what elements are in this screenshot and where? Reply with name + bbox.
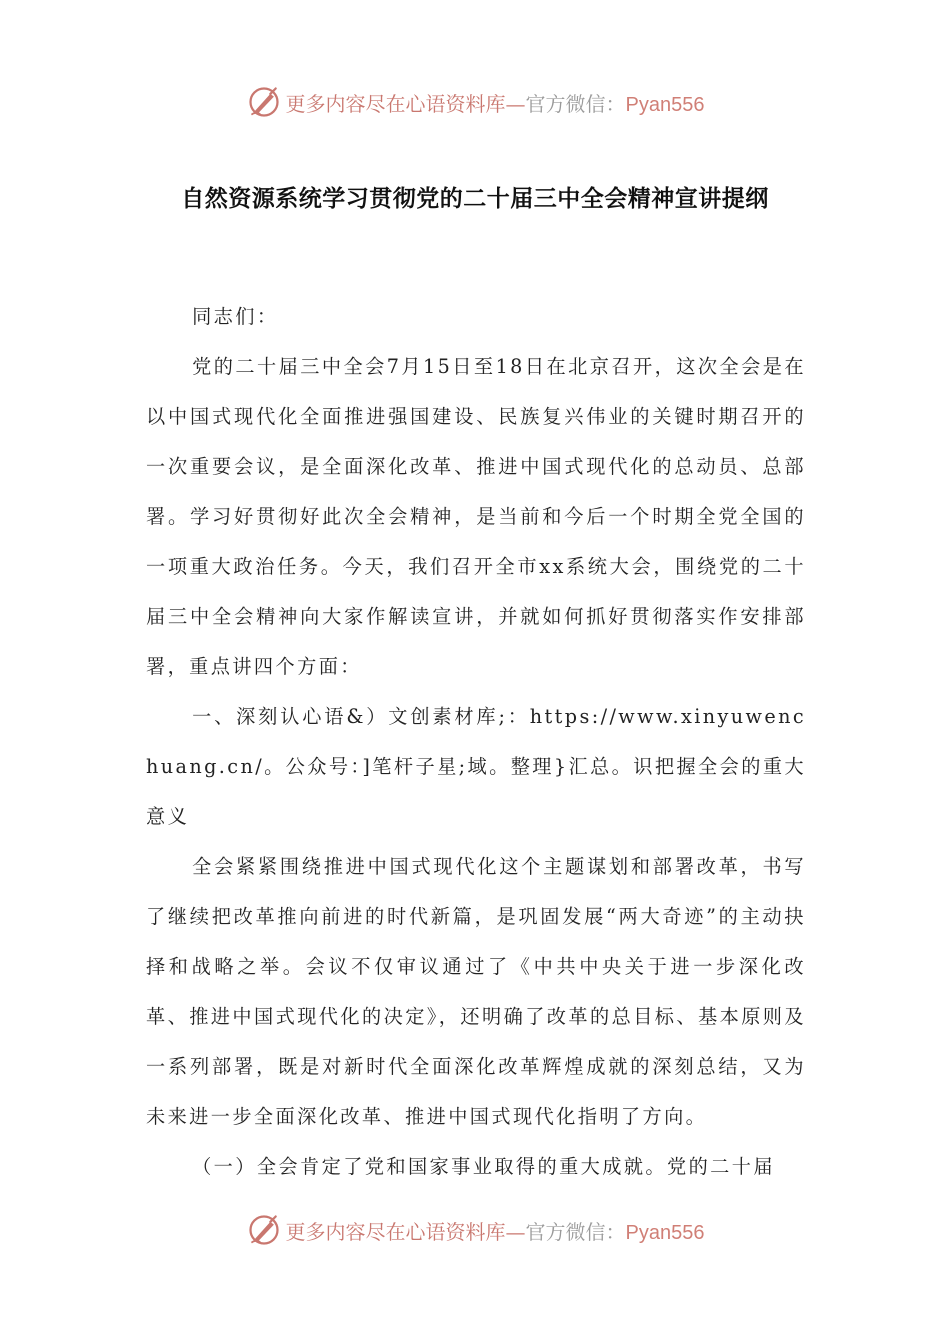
banner-text xyxy=(286,1216,705,1245)
footer-watermark-banner xyxy=(0,1210,950,1250)
document-title: 自然资源系统学习贯彻党的二十届三中全会精神宣讲提纲 xyxy=(181,186,769,212)
paragraph-intro: 党的二十届三中全会7月15日至18日在北京召开，这次全会是在以中国式现代化全面推进强国建设、民族复兴伟业的关键时期召开的一次重要会议，是全面深化改革、推进中国式现代化的总动员、总部署。学习好贯彻好此次全会精神，是当前和今后一个时期全党全国的一项重大政治任务。今天，我们召开全市xx系统大会，围绕党的二十届三中全会精神向大家作解读宣讲，并就如何抓好贯彻落实作安排部署，重点讲四个方面： xyxy=(146,355,806,678)
banner-wechat-label: 官方微信： xyxy=(525,1219,626,1244)
document-body xyxy=(146,292,806,1192)
salutation: 同志们： xyxy=(192,305,279,328)
banner-main: 更多内容尽在心语资料库— xyxy=(285,91,526,116)
banner-text xyxy=(286,88,705,117)
section-heading-1: 一、深刻认心语&）文创素材库;：https://www.xinyuwenchuang.cn/。公众号：]笔杆子星;域。整理}汇总。识把握全会的重大意义 xyxy=(146,705,806,828)
pen-logo-icon xyxy=(246,1212,282,1248)
subsection-heading-1: （一）全会肯定了党和国家事业取得的重大成就。党的二十届 xyxy=(192,1155,775,1178)
banner-wechat-label: 官方微信： xyxy=(525,91,626,116)
banner-main: 更多内容尽在心语资料库— xyxy=(285,1219,526,1244)
banner-wechat-id: Pyan556 xyxy=(625,93,705,116)
pen-logo-icon xyxy=(246,84,282,120)
header-watermark-banner xyxy=(0,82,950,122)
banner-wechat-id: Pyan556 xyxy=(625,1221,705,1244)
paragraph-significance: 全会紧紧围绕推进中国式现代化这个主题谋划和部署改革，书写了继续把改革推向前进的时代新篇，是巩固发展“两大奇迹”的主动抉择和战略之举。会议不仅审议通过了《中共中央关于进一步深化改革、推进中国式现代化的决定》，还明确了改革的总目标、基本原则及一系列部署，既是对新时代全面深化改革辉煌成就的深刻总结，又为未来进一步全面深化改革、推进中国式现代化指明了方向。 xyxy=(146,855,806,1128)
